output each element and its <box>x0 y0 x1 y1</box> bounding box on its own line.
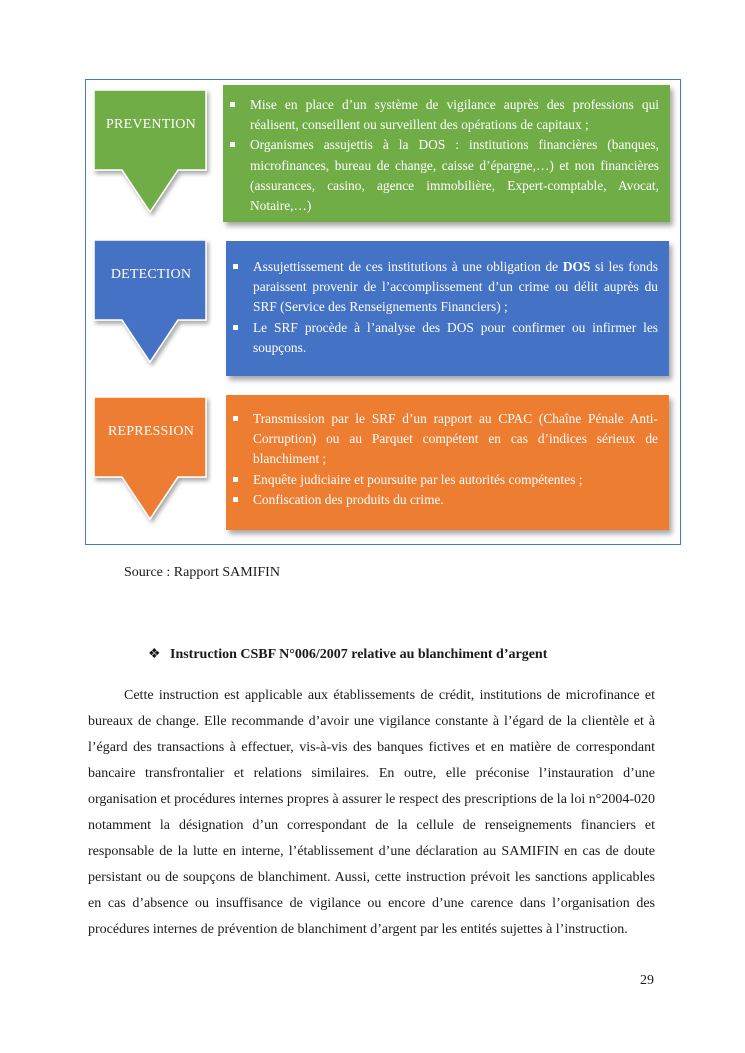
repression-box <box>226 395 669 530</box>
repression-bullet: Confiscation des produits du crime. <box>226 490 658 510</box>
process-diagram <box>85 79 681 545</box>
stage-label-prevention: PREVENTION <box>106 117 196 132</box>
section-heading <box>148 646 547 663</box>
detection-bullet-text-a: Assujettissement de ces institutions à une obligation de <box>253 259 563 274</box>
figure-source: Source : Rapport SAMIFIN <box>124 565 280 580</box>
detection-bullet: Le SRF procède à l’analyse des DOS pour confirmer ou infirmer les soupçons. <box>226 318 658 358</box>
detection-bullet-text-b: si les fonds paraissent provenir de l’accomplissement d’un crime ou délit auprès du SRF (Service des Renseignements Financiers) ; <box>253 259 659 315</box>
body-paragraph: Cette instruction est applicable aux établissements de crédit, institutions de microfinance et bureaux de change. Elle recommande d’avoir une vigilance constante à l’égard de la clientèle et à l’égard des transactions à effectuer, vis-à-vis des banques fictives et en matière de correspondant bancaire transfrontalier et relations similaires. En outre, elle préconise l’instauration d’une organisation et procédures internes propres à assurer le respect des prescriptions de la loi n°2004-020 notamment la désignation d’un correspondant de la cellule de renseignements financiers et responsable de la lutte en interne, l’établissement d’une déclaration au SAMIFIN en cas de doute persistant ou de soupçons de blanchiment. Aussi, cette instruction prévoit les sanctions applicables en cas d’absence ou insuffisance de vigilance ou encore d’une carence dans l’organisation des procédures internes de prévention de blanchiment d’argent par les entités sujettes à l’instruction. <box>88 688 655 937</box>
repression-bullet: Enquête judiciaire et poursuite par les autorités compétentes ; <box>226 470 658 490</box>
stage-label-repression: REPRESSION <box>107 424 195 439</box>
dos-keyword: DOS <box>562 259 591 274</box>
repression-bullet: Transmission par le SRF d’un rapport au CPAC (Chaîne Pénale Anti-Corruption) ou au Parquet compétent en cas d’indices sérieux de blanchiment ; <box>226 409 658 470</box>
diamond-bullet-icon: ❖ <box>148 647 161 662</box>
prevention-bullet: Mise en place d’un système de vigilance auprès des professions qui réalisent, conseillent ou surveillent des opérations de capitaux ; <box>223 95 659 135</box>
prevention-box <box>223 85 670 222</box>
detection-box <box>226 241 669 376</box>
detection-bullet <box>226 257 658 318</box>
page-number: 29 <box>640 973 654 988</box>
prevention-bullet: Organismes assujettis à la DOS : institutions financières (banques, microfinances, bureau de change, caisse d’épargne,…) et non financières (assurances, casino, agence immobilière, Expert-comptable, Avocat, Notaire,…) <box>223 135 659 216</box>
prevention-arrow <box>92 88 212 218</box>
detection-arrow <box>92 238 212 368</box>
section-heading-text: Instruction CSBF N°006/2007 relative au blanchiment d’argent <box>170 647 548 662</box>
stage-label-detection: DETECTION <box>110 267 192 282</box>
repression-arrow <box>92 395 212 525</box>
